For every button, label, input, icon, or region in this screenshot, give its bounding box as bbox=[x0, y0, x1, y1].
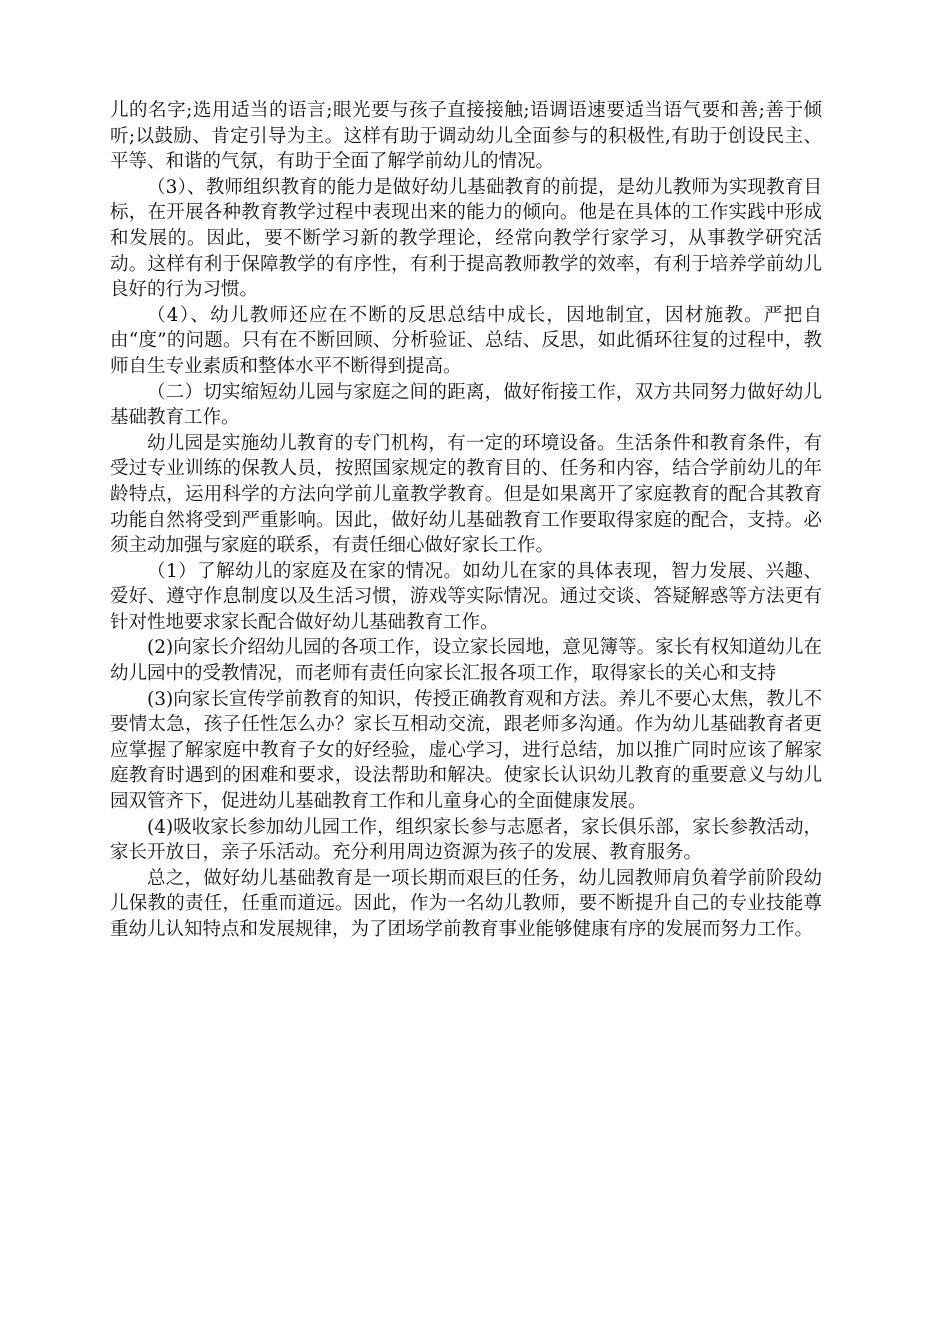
list-item-2: (2)向家长介绍幼儿园的各项工作，设立家长园地，意见簿等。家长有权知道幼儿在幼儿园中的受教情况，而老师有责任向家长汇报各项工作，取得家长的关心和支持 bbox=[110, 637, 822, 685]
paragraph-conclusion: 总之，做好幼儿基础教育是一项长期而艰巨的任务，幼儿园教师肩负着学前阶段幼儿保教的责任，任重而道远。因此，作为一名幼儿教师，要不断提升自己的专业技能尊重幼儿认知特点和发展规律，为了团场学前教育事业能够健康有序的发展而努力工作。 bbox=[110, 867, 822, 940]
list-item-3: (3)向家长宣传学前教育的知识，传授正确教育观和方法。养儿不要心太焦，教儿不要情太急，孩子任性怎么办？家长互相动交流，跟老师多沟通。作为幼儿基础教育者更应掌握了解家庭中教育子女的好经验，虚心学习，进行总结，加以推广同时应该了解家庭教育时遇到的困难和要求，设法帮助和解决。使家长认识幼儿教育的重要意义与幼儿园双管齐下，促进幼儿基础教育工作和儿童身心的全面健康发展。 bbox=[110, 688, 822, 813]
paragraph-reflection: （4）、幼儿教师还应在不断的反思总结中成长，因地制宜，因材施教。严把自由“度”的问题。只有在不断回顾、分析验证、总结、反思，如此循环往复的过程中，教师自生专业素质和整体水平不断得到提高。 bbox=[110, 304, 822, 377]
list-item-4: (4)吸收家长参加幼儿园工作，组织家长参与志愿者，家长俱乐部，家长参教活动，家长开放日，亲子乐活动。充分利用周边资源为孩子的发展、教育服务。 bbox=[110, 816, 822, 864]
paragraph-continuation: 儿的名字;选用适当的语言;眼光要与孩子直接接触;语调语速要适当语气要和善;善于倾听;以鼓励、肯定引导为主。这样有助于调动幼儿全面参与的积极性,有助于创设民主、平等、和谐的气氛，有助于全面了解学前幼儿的情况。 bbox=[110, 100, 822, 173]
paragraph-kindergarten-role: 幼儿园是实施幼儿教育的专门机构，有一定的环境设备。生活条件和教育条件，有受过专业训练的保教人员，按照国家规定的教育目的、任务和内容，结合学前幼儿的年龄特点，运用科学的方法向学前儿童教学教育。但是如果离开了家庭教育的配合其教育功能自然将受到严重影响。因此，做好幼儿基础教育工作要取得家庭的配合，支持。必须主动加强与家庭的联系，有责任细心做好家长工作。 bbox=[110, 432, 822, 557]
document-body bbox=[110, 98, 822, 943]
paragraph-teacher-organization: （3）、教师组织教育的能力是做好幼儿基础教育的前提，是幼儿教师为实现教育目标，在开展各种教育教学过程中表现出来的能力的倾向。他是在具体的工作实践中形成和发展的。因此，要不断学习新的教学理论，经常向教学行家学习，从事教学研究活动。这样有利于保障教学的有序性，有利于提高教师教学的效率，有利于培养学前幼儿良好的行为习惯。 bbox=[110, 176, 822, 301]
list-item-1: （1）了解幼儿的家庭及在家的情况。如幼儿在家的具体表现，智力发展、兴趣、爱好、遵守作息制度以及生活习惯，游戏等实际情况。通过交谈、答疑解惑等方法更有针对性地要求家长配合做好幼儿基础教育工作。 bbox=[110, 560, 822, 633]
section-heading-home-school: （二）切实缩短幼儿园与家庭之间的距离，做好衔接工作，双方共同努力做好幼儿基础教育工作。 bbox=[110, 381, 822, 429]
